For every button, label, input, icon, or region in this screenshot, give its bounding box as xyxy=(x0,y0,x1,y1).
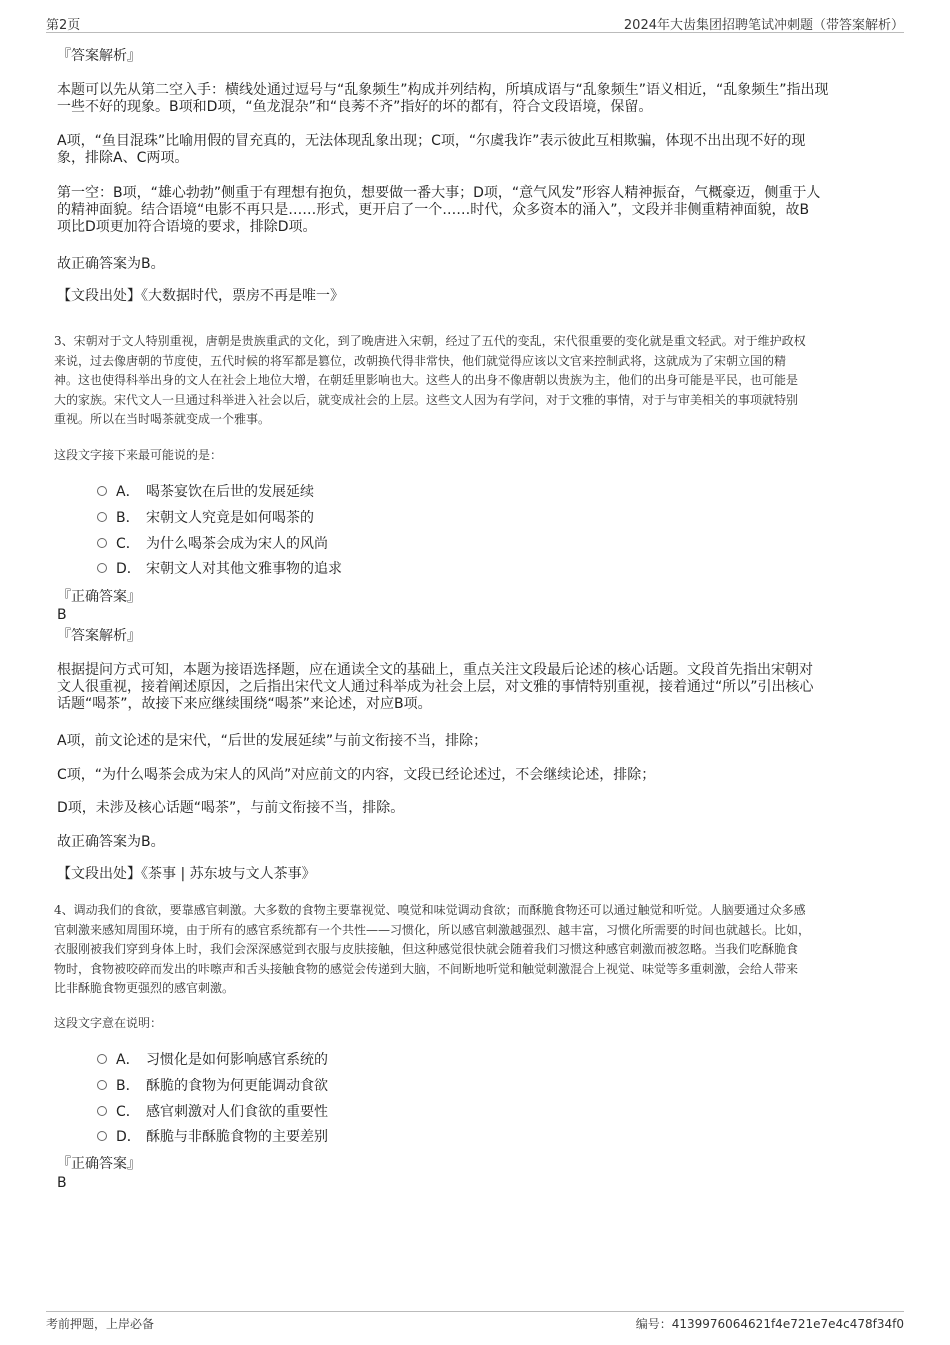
question-4-option-a[interactable] xyxy=(97,1050,328,1070)
passage-line: 重视。所以在当时喝茶就变成一个雅事。 xyxy=(54,412,271,427)
text-line: 的精神面貌。结合语境“电影不再只是……形式，更开启了一个……时代，众多资本的涌入”，文段并非侧重精神面貌，故B xyxy=(57,202,810,218)
question-3-prompt: 这段文字接下来最可能说的是： xyxy=(54,448,223,462)
option-letter: C． xyxy=(116,1104,140,1120)
passage-line: 大的家族。宋代文人一旦通过科举进入社会以后，就变成社会的上层。这些文人因为有学问，对于文雅的事情，对于与审美相关的事项就特别 xyxy=(54,392,799,407)
option-text: 习惯化是如何影响感官系统的 xyxy=(146,1052,328,1068)
analysis-paragraph xyxy=(57,133,889,167)
text-line: 故正确答案为B。 xyxy=(57,834,165,850)
option-letter: C． xyxy=(116,536,140,552)
analysis-paragraph xyxy=(57,256,889,273)
question-3-option-b[interactable] xyxy=(97,508,314,528)
option-letter: B． xyxy=(116,510,140,526)
correct-answer-label: 『正确答案』 xyxy=(57,589,141,605)
question-3-passage xyxy=(54,332,894,430)
option-text: 酥脆的食物为何更能调动食欲 xyxy=(146,1078,328,1094)
option-letter: D． xyxy=(116,1129,141,1145)
text-line: 第一空：B项，“雄心勃勃”侧重于有理想有抱负，想要做一番大事；D项，“意气风发”形容人精神振奋，气概豪迈，侧重于人 xyxy=(57,185,821,201)
text-line: 故正确答案为B。 xyxy=(57,256,165,272)
passage-source: 【文段出处】《大数据时代，票房不再是唯一》 xyxy=(57,288,344,304)
question-3-option-a[interactable] xyxy=(97,482,314,502)
question-3-option-d[interactable] xyxy=(97,559,342,579)
option-text: 为什么喝茶会成为宋人的风尚 xyxy=(146,536,328,552)
question-4-option-c[interactable] xyxy=(97,1102,328,1122)
correct-answer: B xyxy=(57,607,67,623)
passage-line: 物时，食物被咬碎而发出的咔嚓声和舌头接触食物的感觉会传递到大脑，不间断地听觉和触觉刺激混合上视觉、味觉等多重刺激，会给人带来 xyxy=(54,961,799,976)
analysis-paragraph xyxy=(57,800,889,817)
text-line: 一些不好的现象。B项和D项，“鱼龙混杂”和“良莠不齐”指好的坏的都有，符合文段语境，保留。 xyxy=(57,99,653,115)
option-letter: D． xyxy=(116,561,141,577)
option-text: 酥脆与非酥脆食物的主要差别 xyxy=(146,1129,328,1145)
passage-line: 4、调动我们的食欲，要靠感官刺激。大多数的食物主要靠视觉、嗅觉和味觉调动食欲；而酥脆食物还可以通过触觉和听觉。人脑要通过众多感 xyxy=(54,903,806,917)
correct-answer-label: 『正确答案』 xyxy=(57,1156,141,1172)
text-line: 话题“喝茶”，故接下来应继续围绕“喝茶”来论述，对应B项。 xyxy=(57,696,432,712)
passage-line: 来说，过去像唐朝的节度使，五代时候的将军都是篡位，改朝换代得非常快，他们就觉得应该以文官来控制武将，这就成为了宋朝立国的精 xyxy=(54,353,787,368)
radio-icon[interactable] xyxy=(97,1106,107,1116)
question-4-option-d[interactable] xyxy=(97,1127,328,1147)
page-footer xyxy=(46,1311,904,1334)
analysis-paragraph xyxy=(57,662,889,713)
text-line: 本题可以先从第二空入手：横线处通过逗号与“乱象频生”构成并列结构，所填成语与“乱象频生”语义相近，“乱象频生”指出现 xyxy=(57,82,829,98)
radio-icon[interactable] xyxy=(97,538,107,548)
question-4-prompt: 这段文字意在说明： xyxy=(54,1016,163,1030)
document-id: 编号：4139976064621f4e721e7e4c478f34f0 xyxy=(635,1317,904,1331)
analysis-paragraph xyxy=(57,767,889,784)
document-title: 2024年大齿集团招聘笔试冲刺题（带答案解析） xyxy=(623,18,904,33)
passage-line: 3、宋朝对于文人特别重视，唐朝是贵族重武的文化，到了晚唐进入宋朝，经过了五代的变乱，宋代很重要的变化就是重文轻武。对于维护政权 xyxy=(54,334,806,348)
text-line: A项，“鱼目混珠”比喻用假的冒充真的，无法体现乱象出现；C项，“尔虞我诈”表示彼此互相欺骗，体现不出出现不好的现 xyxy=(57,133,806,149)
correct-answer: B xyxy=(57,1175,67,1191)
text-line: D项，未涉及核心话题“喝茶”，与前文衔接不当，排除。 xyxy=(57,800,405,816)
question-3-option-c[interactable] xyxy=(97,534,328,554)
passage-line: 官刺激来感知周围环境，由于所有的感官系统都有一个共性——习惯化，所以感官刺激越强烈、越丰富，习惯化所需要的时间也就越长。比如， xyxy=(54,922,811,937)
option-letter: A． xyxy=(116,484,140,500)
analysis-paragraph xyxy=(57,834,889,851)
analysis-paragraph xyxy=(57,185,889,236)
option-text: 感官刺激对人们食欲的重要性 xyxy=(146,1104,328,1120)
question-4-option-b[interactable] xyxy=(97,1076,328,1096)
text-line: 文人很重视，接着阐述原因，之后指出宋代文人通过科举成为社会上层，对文雅的事情特别重视，接着通过“所以”引出核心 xyxy=(57,679,814,695)
radio-icon[interactable] xyxy=(97,486,107,496)
text-line: 象，排除A、C两项。 xyxy=(57,150,189,166)
analysis-paragraph xyxy=(57,82,889,116)
text-line: 项比D项更加符合语境的要求，排除D项。 xyxy=(57,219,317,235)
page-header xyxy=(46,12,904,33)
text-line: A项，前文论述的是宋代，“后世的发展延续”与前文衔接不当，排除； xyxy=(57,733,488,749)
question-4-passage xyxy=(54,901,894,999)
footer-slogan: 考前押题，上岸必备 xyxy=(46,1317,155,1331)
radio-icon[interactable] xyxy=(97,563,107,573)
option-letter: A． xyxy=(116,1052,140,1068)
option-text: 喝茶宴饮在后世的发展延续 xyxy=(146,484,314,500)
radio-icon[interactable] xyxy=(97,1054,107,1064)
option-text: 宋朝文人对其他文雅事物的追求 xyxy=(146,561,342,577)
option-text: 宋朝文人究竟是如何喝茶的 xyxy=(146,510,314,526)
radio-icon[interactable] xyxy=(97,1131,107,1141)
passage-line: 神。这也使得科举出身的文人在社会上地位大增，在朝廷里影响也大。这些人的出身不像唐朝以贵族为主，他们的出身可能是平民，也可能是 xyxy=(54,373,799,388)
text-line: 根据提问方式可知，本题为接语选择题，应在通读全文的基础上，重点关注文段最后论述的核心话题。文段首先指出宋朝对 xyxy=(57,662,813,678)
text-line: C项，“为什么喝茶会成为宋人的风尚”对应前文的内容，文段已经论述过，不会继续论述，排除； xyxy=(57,767,656,783)
analysis-label: 『答案解析』 xyxy=(57,628,141,644)
radio-icon[interactable] xyxy=(97,1080,107,1090)
passage-source: 【文段出处】《茶事 | 苏东坡与文人茶事》 xyxy=(57,866,316,882)
analysis-paragraph xyxy=(57,733,889,750)
passage-line: 比非酥脆食物更强烈的感官刺激。 xyxy=(54,981,235,996)
analysis-label: 『答案解析』 xyxy=(57,48,141,64)
radio-icon[interactable] xyxy=(97,512,107,522)
option-letter: B． xyxy=(116,1078,140,1094)
page-number: 第2页 xyxy=(46,18,81,33)
passage-line: 衣服刚被我们穿到身体上时，我们会深深感觉到衣服与皮肤接触，但这种感觉很快就会随着我们习惯这种感官刺激而被忽略。当我们吃酥脆食 xyxy=(54,942,799,957)
